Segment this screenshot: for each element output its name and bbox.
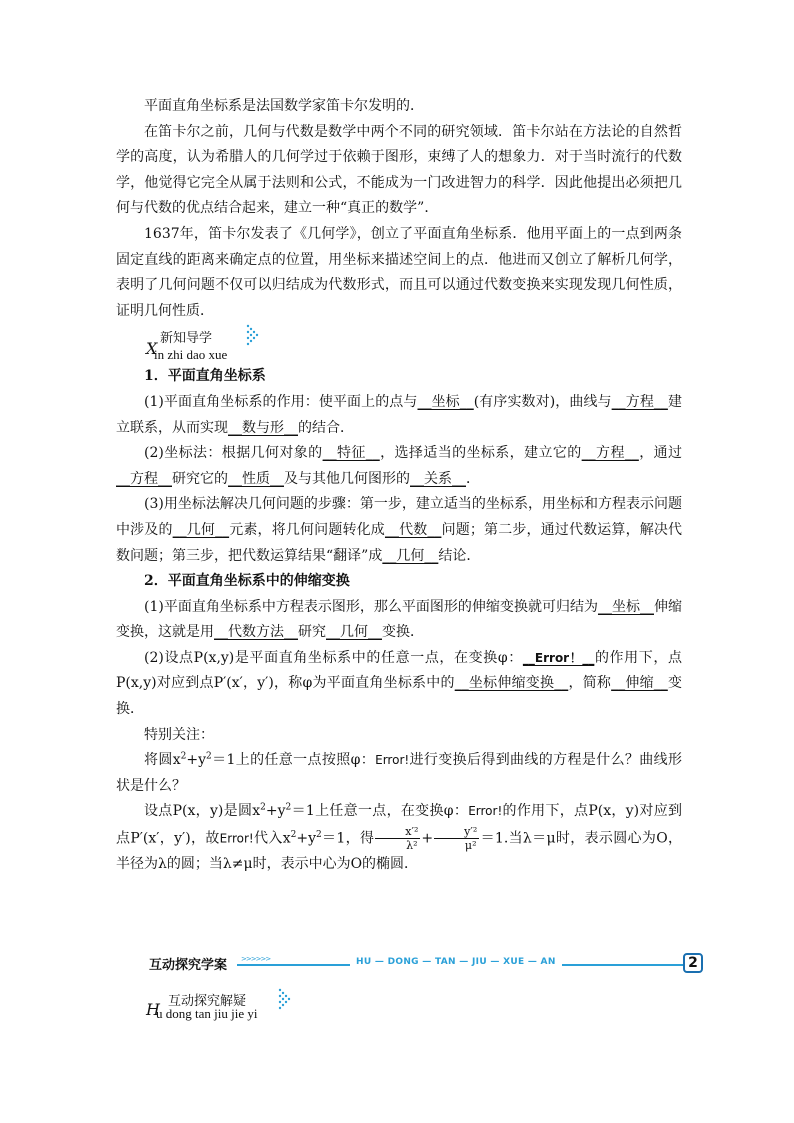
banner-pinyin: HU — DONG — TAN — JIU — XUE — AN	[350, 957, 562, 967]
section-initial: H	[146, 1000, 160, 1019]
blank-answer: __性质__	[228, 470, 284, 487]
point-3-steps: (3)用坐标法解决几何问题的步骤：第一步，建立适当的坐标系，用坐标和方程表示问题中涉及的__几何__元素，将几何问题转化成__代数__问题；第二步，通过代数运算，解决代数问题；第三步，把代数运算结果“翻译”成__几何__结论．	[116, 496, 683, 564]
special-note-label: 特别关注：	[144, 726, 214, 743]
blank-answer: __关系__	[410, 470, 466, 487]
intro-paragraph-1: 平面直角坐标系是法国数学家笛卡尔发明的．	[144, 98, 424, 114]
special-question: 将圆$x^2+y^2=1$上的任意一点按照φ：Error!进行变换后得到曲线的方程是什么？曲线形状是什么？	[116, 751, 683, 794]
heading-coordinate-system: 1．平面直角坐标系	[144, 368, 266, 385]
section-title: 互动探究解疑	[168, 994, 247, 1009]
blank-answer: __特征__	[322, 445, 380, 462]
intro-paragraph-3: 1637年，笛卡尔发表了《几何学》，创立了平面直角坐标系．他用平面上的一点到两条固定直线的距离来确定点的位置，用坐标来描述空间上的点．他进而又创立了解析几何学，表明了几何问题不仅可以归结成为代数形式，而且可以通过代数变换来实现发现几何性质，证明几何性质．	[116, 225, 682, 319]
section-heading-interactive	[116, 988, 416, 1028]
special-answer: 设点P(x，y)是圆$x^2+y^2=1$上任意一点，在变换φ：Error!的作用下，点P(x，y)对应到点P′(x′，y′)，故Error!代入$x^2+y^2=1$，得 $\frac{\text{x′²}}{\text{λ²}}$ + $\frac{\text{y′²}}{\text{μ²}}$ ＝1.当λ＝μ时，表示圆心为O，半径为λ的圆；当λ≠μ时，表示中心为O的椭圆．	[116, 802, 683, 873]
blank-answer: __坐标__	[597, 598, 654, 615]
blank-answer: __方程__	[116, 470, 172, 487]
point-2-coordinate-method: (2)坐标法：根据几何对象的__特征__，选择适当的坐标系，建立它的__方程__，通过__方程__研究它的__性质__及与其他几何图形的__关系__．	[116, 445, 683, 487]
blank-answer: __坐标__	[417, 393, 474, 410]
section-initial: X	[146, 339, 158, 359]
section-pinyin: u dong tan jiu jie yi	[156, 1006, 258, 1021]
intro-paragraph-2: 在笛卡尔之前，几何与代数是数学中两个不同的研究领域．笛卡尔站在方法论的自然哲学的高度，认为希腊人的几何学过于依赖于图形，束缚了人的想象力．对于当时流行的代数学，他觉得它完全从属于法则和公式，不能成为一门改进智力的科学．因此他提出必须把几何与代数的优点结合起来，建立一种“真正的数学”．	[116, 123, 682, 217]
section-banner	[145, 952, 705, 976]
point-1-scaling: (1)平面直角坐标系中方程表示图形，那么平面图形的伸缩变换就可归结为__坐标__伸缩变换，这就是用__代数方法__研究__几何__变换．	[116, 598, 682, 641]
blank-answer: __数与形__	[228, 419, 298, 436]
blank-answer: __Error！__	[522, 650, 595, 665]
point-1-function: (1)平面直角坐标系的作用：使平面上的点与__坐标__(有序实数对)，曲线与__方程__建立联系，从而实现__数与形__的结合．	[116, 393, 682, 436]
banner-number-badge: 2	[683, 953, 703, 973]
section-title: 新知导学	[160, 331, 213, 347]
blank-answer: __几何__	[326, 624, 382, 641]
blank-answer: __伸缩__	[611, 675, 668, 692]
fraction-x: $\frac{\text{x′²}}{\text{λ²}}$	[375, 825, 420, 852]
blank-answer: __坐标伸缩变换__	[454, 675, 569, 692]
blank-answer: __几何__	[382, 547, 439, 564]
heading-scaling-transform: 2．平面直角坐标系中的伸缩变换	[144, 573, 350, 590]
chevron-arrows-icon	[278, 988, 292, 1010]
chevron-icon: >>>>>>	[241, 955, 271, 963]
blank-answer: __几何__	[172, 521, 230, 538]
blank-answer: __方程__	[581, 445, 639, 462]
chevron-arrows-icon	[246, 324, 260, 346]
blank-answer: __方程__	[611, 393, 668, 410]
main-content	[116, 94, 682, 878]
point-2-scaling-definition: (2)设点P(x,y)是平面直角坐标系中的任意一点，在变换φ：__Error！__的作用下，点P(x,y)对应到点P′(x′，y′)，称φ为平面直角坐标系中的__坐标伸缩变换__，简称__伸缩__变换．	[116, 649, 683, 718]
banner-title: 互动探究学案	[149, 958, 228, 973]
fraction-y: $\frac{\text{y′²}}{\text{μ²}}$	[434, 825, 479, 852]
section-heading-new-knowledge	[116, 324, 682, 364]
blank-answer: __代数方法__	[214, 624, 298, 641]
blank-answer: __代数__	[384, 521, 442, 538]
section-pinyin: in zhi dao xue	[154, 347, 228, 363]
